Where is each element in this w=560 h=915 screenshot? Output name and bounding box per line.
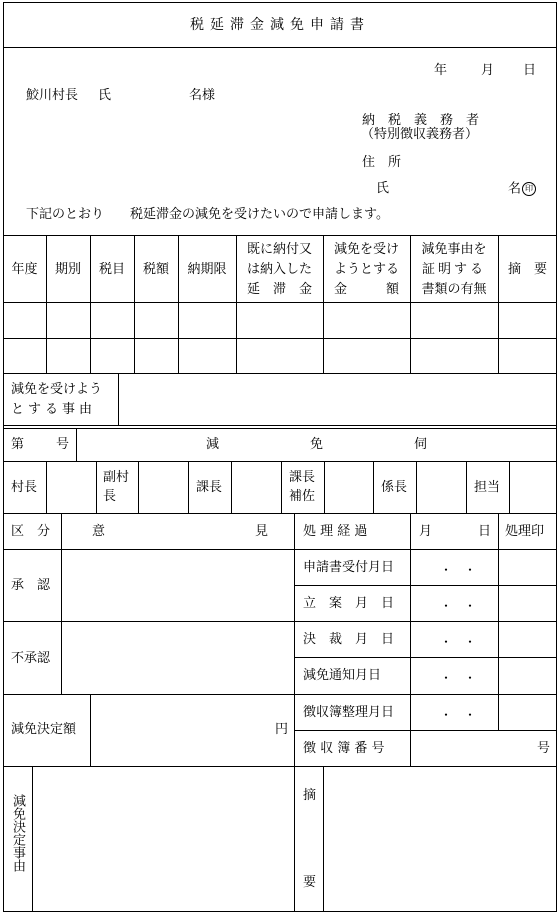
stamp-col — [509, 461, 510, 513]
seal-label: 処理印 — [505, 524, 545, 539]
stamp-row-bottom — [3, 513, 557, 514]
stamp-col — [324, 461, 325, 513]
reason-label-line2: とする事由 — [11, 402, 97, 417]
date-dots: ・ ・ — [440, 708, 477, 722]
stamp-col — [466, 461, 467, 513]
addressee-honorific: 氏 — [98, 88, 112, 103]
stamp-col — [138, 461, 139, 513]
header-docs-line2: 証明する — [421, 262, 486, 277]
addressee-village-head: 鮫川村長 — [26, 88, 79, 103]
proc-amount-bottom — [3, 766, 557, 767]
proc-step3-bottom — [294, 657, 557, 658]
book-number-label: 徴 収 簿 番 号 — [303, 741, 385, 756]
header-request-line2: ようとする — [333, 262, 399, 277]
category-label: 区 分 — [11, 524, 51, 539]
reason-bottom-double — [3, 428, 557, 429]
stamp-village-head: 村長 — [11, 480, 38, 495]
proc-col-reason — [32, 766, 33, 912]
table1-row2-bottom — [3, 373, 557, 374]
date-day: 日 — [523, 63, 537, 78]
proc-approve-bottom — [3, 621, 557, 622]
stamp-deputy-line2: 長 — [103, 489, 117, 504]
taxpayer-label: 納 税 義 務 者 — [362, 113, 480, 128]
t1-col — [134, 235, 135, 373]
t1-col — [90, 235, 91, 373]
header-tax-amount: 税額 — [142, 262, 169, 277]
header-docs-line1: 減免事由を — [421, 242, 487, 257]
proc-step5-bottom — [294, 730, 557, 731]
date-dots: ・ ・ — [440, 563, 477, 577]
date-year: 年 — [434, 63, 448, 78]
number-label: 第 — [11, 437, 25, 452]
stamp-col — [188, 461, 189, 513]
date-dots: ・ ・ — [440, 635, 477, 649]
header-paid-line3: 延 滞 金 — [246, 282, 312, 297]
date-dots: ・ ・ — [440, 599, 477, 613]
header-period: 期別 — [54, 262, 81, 277]
stamp-deputy-line1: 副村 — [103, 470, 130, 485]
stamp-subsection-chief: 係長 — [381, 480, 408, 495]
day-label: 日 — [478, 524, 492, 539]
stamp-in-charge: 担当 — [474, 480, 501, 495]
yen-label: 円 — [275, 722, 289, 737]
approve-label: 承 認 — [11, 578, 51, 593]
inquiry-bottom — [3, 461, 557, 462]
decision-reason-label: 減免決定事由 — [10, 794, 25, 872]
proc-col-process — [294, 513, 295, 912]
header-request-line1: 減免を受け — [333, 242, 399, 257]
disapprove-label: 不承認 — [11, 651, 51, 666]
table1-header-bottom — [3, 302, 557, 303]
stamp-assistant-line1: 課長 — [289, 470, 316, 485]
stamp-col — [231, 461, 232, 513]
header-tax-item: 税目 — [98, 262, 125, 277]
reason-divider — [118, 373, 119, 425]
step-decision: 決 裁 月 日 — [303, 632, 395, 647]
inquiry-title: 減 免 伺 — [205, 437, 427, 452]
step-ledger: 徴収簿整理月日 — [303, 705, 395, 720]
header-docs-line3: 書類の有無 — [421, 282, 487, 297]
seal-icon: 印 — [522, 182, 536, 196]
addressee-sama: 名様 — [189, 88, 216, 103]
step-notice: 減免通知月日 — [303, 668, 382, 683]
header-request-line3: 金 額 — [333, 282, 399, 297]
t1-col — [498, 235, 499, 373]
date-month: 月 — [481, 63, 495, 78]
proc-step1-bottom — [294, 585, 557, 586]
step-draft: 立 案 月 日 — [303, 596, 395, 611]
t1-col — [178, 235, 179, 373]
header-paid-line2: は納入した — [246, 262, 312, 277]
proc-col-summary — [323, 766, 324, 912]
process-label: 処 理 経 過 — [303, 524, 368, 539]
opinion-label-left: 意 — [92, 524, 106, 539]
request-sentence: 下記のとおり 税延滞金の減免を受けたいので申請します。 — [26, 207, 389, 222]
step-receipt: 申請書受付月日 — [303, 560, 395, 575]
proc-header-bottom — [3, 549, 557, 550]
header-year: 年度 — [11, 262, 38, 277]
header-due-date: 納期限 — [187, 262, 227, 277]
form-title: 税延滞金減免申請書 — [190, 17, 370, 33]
name-given-label — [508, 182, 536, 196]
month-label: 月 — [419, 524, 433, 539]
book-number-suffix: 号 — [537, 741, 551, 756]
stamp-col — [96, 461, 97, 513]
name-family-label: 氏 — [376, 181, 390, 196]
number-suffix: 号 — [56, 437, 70, 452]
title-divider — [3, 47, 557, 48]
stamp-assistant-line2: 補佐 — [289, 489, 316, 504]
reason-bottom — [3, 425, 557, 426]
date-dots: ・ ・ — [440, 671, 477, 685]
table1-top — [3, 235, 557, 236]
stamp-col — [373, 461, 374, 513]
special-collector-label: （特別徴収義務者） — [361, 127, 479, 142]
name-given-text: 名 — [508, 181, 522, 197]
proc-col-opinion — [61, 513, 62, 694]
opinion-label-right: 見 — [255, 524, 269, 539]
address-label: 住 所 — [362, 155, 402, 170]
stamp-col — [46, 461, 47, 513]
header-paid-line1: 既に納付又 — [246, 242, 312, 257]
table1-row1-bottom — [3, 338, 557, 339]
stamp-col — [416, 461, 417, 513]
summary-bottom-label: 要 — [303, 875, 317, 890]
t1-col — [46, 235, 47, 373]
proc-col-date — [410, 513, 411, 766]
summary-top-label: 摘 — [303, 788, 317, 803]
stamp-col — [281, 461, 282, 513]
proc-col-amount — [90, 694, 91, 766]
header-remarks: 摘 要 — [507, 262, 547, 277]
reason-label-line1: 減免を受けよう — [11, 382, 103, 397]
stamp-section-chief: 課長 — [196, 480, 223, 495]
decided-amount-label: 減免決定額 — [11, 722, 77, 737]
proc-disapprove-bottom — [3, 694, 557, 695]
